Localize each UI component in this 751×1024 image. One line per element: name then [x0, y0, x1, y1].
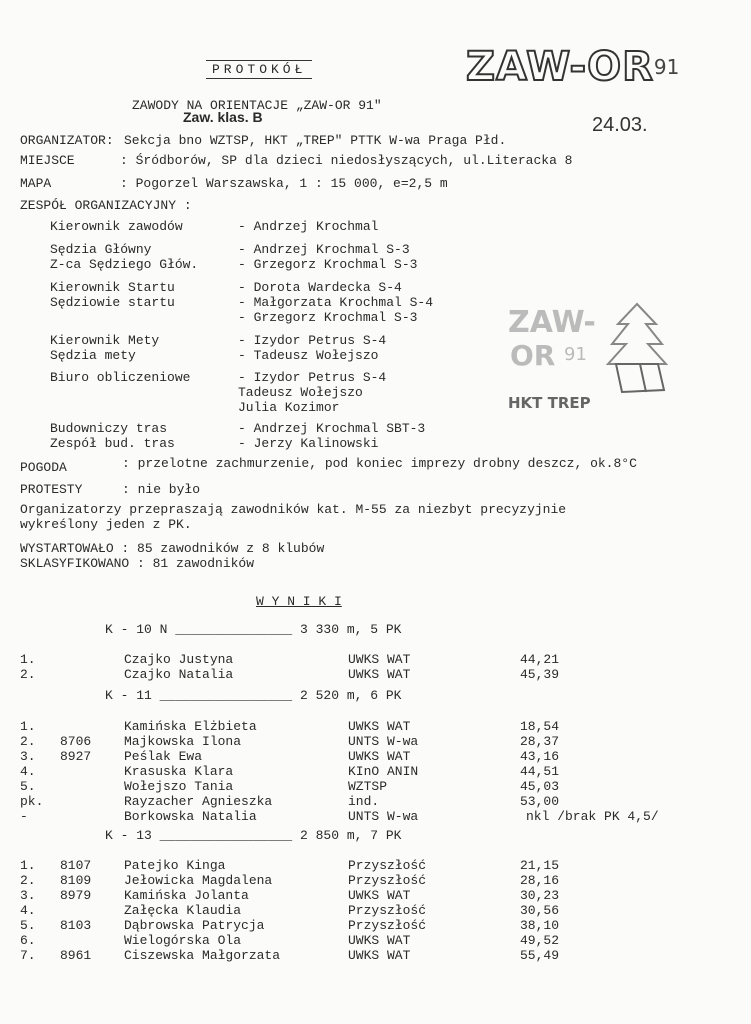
event-date: 24.03. — [592, 114, 648, 136]
competitor-name: Wielogórska Ola — [124, 933, 242, 948]
club-name: WZTSP — [348, 779, 388, 794]
result-time: 55,49 — [520, 948, 560, 963]
staff-person: Julia Kozimor — [238, 400, 340, 415]
staff-person: - Jerzy Kalinowski — [238, 436, 379, 451]
competitor-name: Ciszewska Małgorzata — [124, 948, 281, 963]
staff-person: - Małgorzata Krochmal S-4 — [238, 295, 434, 310]
staff-person: - Andrzej Krochmal — [238, 219, 379, 234]
stamp-line2: OR — [510, 339, 556, 372]
club-name: UNTS W-wa — [348, 809, 419, 824]
result-time: 38,10 — [520, 918, 560, 933]
club-name: UWKS WAT — [348, 652, 411, 667]
result-position: 4. — [20, 764, 36, 779]
weather-value: : przelotne zachmurzenie, pod koniec imprezy drobny deszcz, ok.8°C — [122, 456, 637, 471]
club-stamp — [506, 300, 676, 420]
staff-person: - Grzegorz Krochmal S-3 — [238, 310, 418, 325]
staff-role: Kierownik zawodów — [50, 219, 183, 234]
club-name: KInO ANIN — [348, 764, 419, 779]
competitor-name: Patejko Kinga — [124, 858, 226, 873]
staff-person: - Andrzej Krochmal SBT-3 — [238, 421, 426, 436]
event-logo — [466, 44, 680, 90]
result-position: 1. — [20, 652, 36, 667]
category-header: K - 11 _________________ 2 520 m, 6 PK — [105, 688, 402, 703]
club-name: Przyszłość — [348, 873, 427, 888]
classified-count: SKLASYFIKOWANO : 81 zawodników — [20, 556, 255, 571]
result-position: - — [20, 809, 28, 824]
result-time: 45,39 — [520, 667, 560, 682]
result-position: 5. — [20, 779, 36, 794]
result-time: 30,56 — [520, 903, 560, 918]
competitor-name: Krasuska Klara — [124, 764, 234, 779]
result-time: 30,23 — [520, 888, 560, 903]
result-number: 8961 — [60, 948, 92, 963]
staff-person: - Andrzej Krochmal S-3 — [238, 242, 410, 257]
result-position: 1. — [20, 858, 36, 873]
place-label: MIEJSCE — [20, 153, 75, 168]
staff-heading: ZESPÓŁ ORGANIZACYJNY : — [20, 198, 192, 213]
stamp-line1: ZAW- — [508, 305, 596, 340]
organizer-label: ORGANIZATOR: — [20, 133, 114, 148]
competitor-name: Kamińska Jolanta — [124, 888, 249, 903]
club-name: Przyszłość — [348, 918, 427, 933]
competitor-name: Kamińska Elżbieta — [124, 719, 257, 734]
result-time: 28,37 — [520, 734, 560, 749]
result-time: 49,52 — [520, 933, 560, 948]
staff-person: - Izydor Petrus S-4 — [238, 333, 387, 348]
staff-person: - Izydor Petrus S-4 — [238, 370, 387, 385]
started-count: WYSTARTOWAŁO : 85 zawodników z 8 klubów — [20, 541, 325, 556]
club-name: UNTS W-wa — [348, 734, 419, 749]
result-position: 2. — [20, 873, 36, 888]
club-name: UWKS WAT — [348, 719, 411, 734]
map-value: : Pogorzel Warszawska, 1 : 15 000, e=2,5 m — [120, 176, 448, 191]
stamp-year: 91 — [564, 344, 587, 365]
result-number: 8979 — [60, 888, 92, 903]
competitor-name: Borkowska Natalia — [124, 809, 257, 824]
competitor-name: Czajko Natalia — [124, 667, 234, 682]
result-time: 45,03 — [520, 779, 560, 794]
staff-role: Zespół bud. tras — [50, 436, 175, 451]
competitor-name: Wołejszo Tania — [124, 779, 234, 794]
logo-text: ZAW-OR — [466, 44, 654, 90]
result-time: 44,51 — [520, 764, 560, 779]
competitor-name: Jełowicka Magdalena — [124, 873, 273, 888]
result-position: 2. — [20, 734, 36, 749]
staff-role: Kierownik Mety — [50, 333, 160, 348]
place-value: : Śródborów, SP dla dzieci niedosłyszących, ul.Literacka 8 — [120, 153, 573, 168]
staff-role: Sędziowie startu — [50, 295, 175, 310]
map-label: MAPA — [20, 176, 52, 191]
competitor-name: Załęcka Klaudia — [124, 903, 242, 918]
result-time: 53,00 — [520, 794, 560, 809]
competitor-name: Rayzacher Agnieszka — [124, 794, 273, 809]
weather-label: POGODA — [20, 460, 67, 475]
result-position: 3. — [20, 749, 36, 764]
apology-line2: wykreślony jeden z PK. — [20, 517, 192, 532]
staff-role: Biuro obliczeniowe — [50, 370, 191, 385]
tent-icon — [606, 300, 668, 396]
club-name: Przyszłość — [348, 858, 427, 873]
results-heading: W Y N I K I — [256, 594, 342, 609]
category-header: K - 13 _________________ 2 850 m, 7 PK — [105, 828, 402, 843]
club-name: UWKS WAT — [348, 948, 411, 963]
competitor-name: Majkowska Ilona — [124, 734, 242, 749]
result-position: 6. — [20, 933, 36, 948]
logo-year: 91 — [653, 55, 680, 79]
protests-value: : nie było — [122, 482, 201, 497]
club-name: UWKS WAT — [348, 933, 411, 948]
result-time: 43,16 — [520, 749, 560, 764]
club-name: UWKS WAT — [348, 667, 411, 682]
result-time: 44,21 — [520, 652, 560, 667]
staff-person: Tadeusz Wołejszo — [238, 385, 363, 400]
stamp-club: HKT TREP — [508, 394, 591, 412]
result-time: 21,15 — [520, 858, 560, 873]
club-name: UWKS WAT — [348, 888, 411, 903]
result-number: 8706 — [60, 734, 92, 749]
event-name: ZAWODY NA ORIENTACJE „ZAW-OR 91" — [132, 98, 382, 113]
apology-line1: Organizatorzy przepraszają zawodników kat. M-55 za niezbyt precyzyjnie — [20, 502, 567, 517]
protests-label: PROTESTY — [20, 482, 83, 497]
staff-role: Sędzia mety — [50, 348, 136, 363]
result-number: 8107 — [60, 858, 92, 873]
staff-person: - Tadeusz Wołejszo — [238, 348, 379, 363]
staff-role: Z-ca Sędziego Głów. — [50, 257, 199, 272]
page-title: PROTOKÓŁ — [206, 60, 312, 79]
result-position: 1. — [20, 719, 36, 734]
result-position: 7. — [20, 948, 36, 963]
club-name: ind. — [348, 794, 380, 809]
result-position: 3. — [20, 888, 36, 903]
staff-role: Kierownik Startu — [50, 280, 175, 295]
organizer-value: Sekcja bno WZTSP, HKT „TREP" PTTK W-wa Praga Płd. — [124, 133, 507, 148]
result-number: 8109 — [60, 873, 92, 888]
result-number: 8103 — [60, 918, 92, 933]
result-number: 8927 — [60, 749, 92, 764]
competitor-name: Dąbrowska Patrycja — [124, 918, 265, 933]
staff-role: Sędzia Główny — [50, 242, 152, 257]
staff-role: Budowniczy tras — [50, 421, 168, 436]
result-position: 5. — [20, 918, 36, 933]
competitor-name: Czajko Justyna — [124, 652, 234, 667]
club-name: UWKS WAT — [348, 749, 411, 764]
club-name: Przyszłość — [348, 903, 427, 918]
result-time: 18,54 — [520, 719, 560, 734]
result-position: 4. — [20, 903, 36, 918]
class-note: Zaw. klas. B — [183, 109, 263, 125]
result-position: pk. — [20, 794, 44, 809]
competitor-name: Peślak Ewa — [124, 749, 203, 764]
result-position: 2. — [20, 667, 36, 682]
staff-person: - Dorota Wardecka S-4 — [238, 280, 402, 295]
staff-person: - Grzegorz Krochmal S-3 — [238, 257, 418, 272]
result-time: nkl /brak PK 4,5/ — [526, 809, 659, 824]
category-header: K - 10 N _______________ 3 330 m, 5 PK — [105, 622, 402, 637]
result-time: 28,16 — [520, 873, 560, 888]
